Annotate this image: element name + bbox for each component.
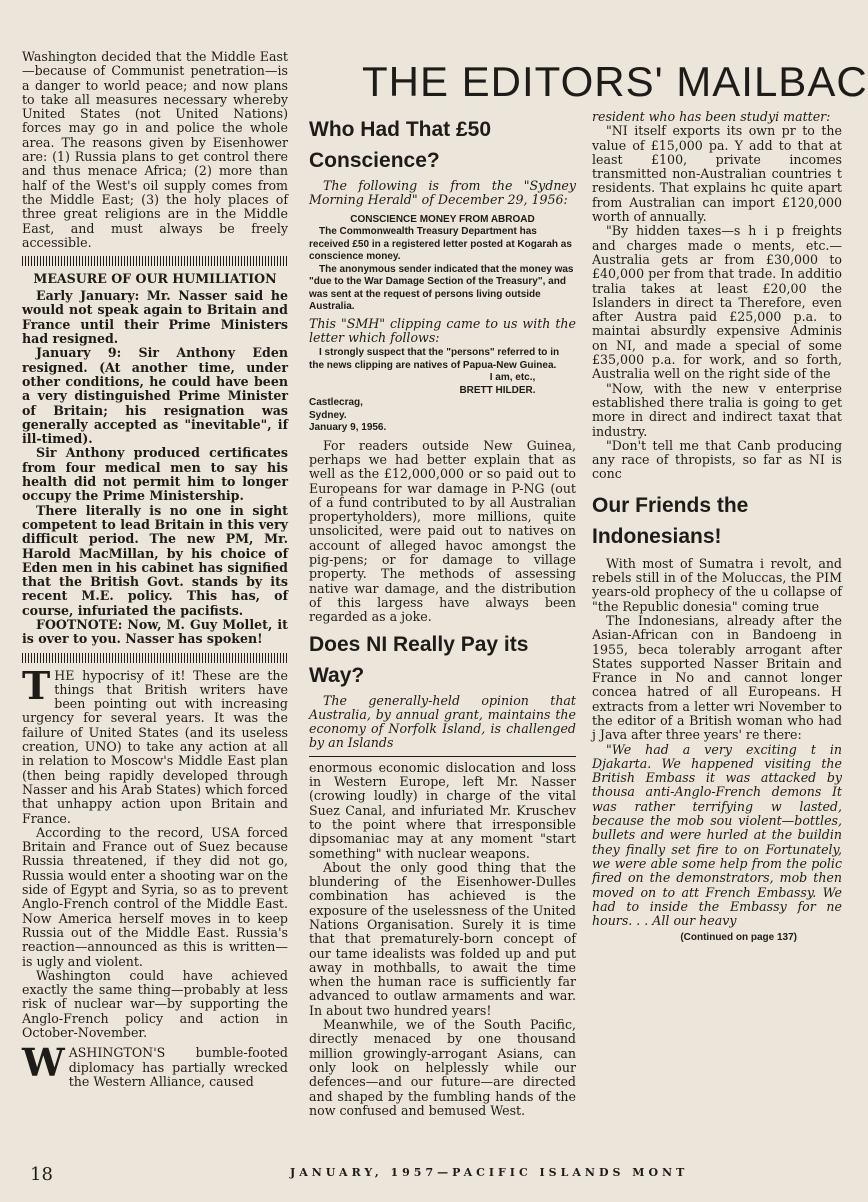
col1-paragraph: Sir Anthony produced certificates from four medical men to say his health did not permit him to longer occupy the Prime Ministership. [22,445,288,504]
col3-paragraph: The Indonesians, already after the Asian-African con in Bandoeng in 1955, beca tolerably arrogant after States supported Nasser Britain and France in No and cannot longer concea hatred of all Europeans. H extracts from a letter wri November to the editor of a British woman who had j Java after three years' re there: [592,612,842,743]
article-heading: Who Had That £50 Conscience? [309,118,492,172]
column-right [592,110,842,943]
divider-rule [22,653,288,663]
article-heading: Does NI Really Pay its Way? [309,632,529,687]
col1-paragraph: Washington could have achieved exactly the same thing—probably at less risk of nuclear war—by supporting the Anglo-French policy and action in October-November. [22,967,288,1040]
col3-paragraph: "By hidden taxes—s h i p freights and charges made o ments, etc.—Australia gets ar from £30,000 to £40,000 per from that trade. In additio tralia takes at least £20,00 the Islanders in direct ta Therefore, even after Austra paid £25,000 p.a. to maintai absurdly expensive Adminis on NI, and made a special of some £35,000 p.a. for work, and so forth, Australia well on the right side of the [592,223,842,382]
col2-paragraph: enormous economic dislocation and loss in Western Europe, left Mr. Nasser (crowing loudly) in charge of the vital Suez Canal, and infuriated Mr. Kruschev to the point where that irresponsible dipsomaniac may at any moment "start something" with nuclear weapons. [309,759,576,861]
drop-cap: W [22,1040,65,1086]
article-intro: This "SMH" clipping came to us with the letter which follows: [309,315,576,345]
drop-cap: T [22,662,51,708]
divider-line [309,756,576,757]
column-left [22,50,288,1089]
col1-paragraph [22,1040,288,1089]
section-subhead: MEASURE OF OUR HUMILIATION [33,271,277,287]
letter-signature: BRETT HILDER. [459,384,536,396]
col3-paragraph: "NI itself exports its own pr to the value of £15,000 pa. Y add to that at least £100, private incomes transmitted non-Australian countries t residents. That explains hc quite apart from Australian can import £120,000 worth of annually. [592,123,842,225]
column-right-clip [592,109,842,1160]
letter-date: January 9, 1956. [309,422,387,434]
letter-address: Sydney. [309,409,347,421]
letter-signoff: I am, etc., [489,372,536,384]
col3-paragraph: "Now, with the new v enterprise established there tralia is going to get more in direct and indirect taxat that industry. [592,380,842,439]
col2-paragraph: For readers outside New Guinea, perhaps we had better explain that as well as the £12,000,000 or so paid out to Europeans for war damage in P-NG (out of a fund contributed to by all Australian propertyholders), more millions, quite unsolicited, were paid out to natives on account of alleged havoc amongst the pig-pens; or for damage to village property. The methods of assessing native war damage, and the distribution of this largess have always been regarded as a joke. [309,437,576,625]
page-footer: JANUARY, 1957—PACIFIC ISLANDS MONT [290,1166,689,1179]
col1-paragraph: There literally is no one in sight competent to lead Britain in this very difficult period. The new PM, Mr. Harold MacMillan, by his choice of Eden men in his cabinet has signified that the British Govt. stands by its recent M.E. policy. This has, of course, infuriated the pacifists. [22,502,288,618]
letter-address: Castlecrag, [309,397,363,409]
continued-note: (Continued on page 137) [680,932,797,944]
col1-text: ASHINGTON'S bumble-footed diplomacy has partially wrecked the Western Alliance, caused [68,1045,288,1089]
letter-text: I strongly suspect that the "persons" referred to in the news clipping are natives of Papua-New Guinea. [309,347,560,371]
masthead: THE EDITORS' MAILBAC [362,58,868,105]
col1-paragraph: Early January: Mr. Nasser said he would not speak again to Britain and France until their Prime Ministers had resigned. [22,288,288,347]
column-middle [309,114,576,1118]
clipping-title: CONSCIENCE MONEY FROM ABROAD [350,213,535,225]
col1-footnote: FOOTNOTE: Now, M. Guy Mollet, it is over to you. Nasser has spoken! [22,616,288,647]
col2-paragraph: About the only good thing that the blundering of the Eisenhower-Dulles combination has achieved is the exposure of the uselessness of the United Nations Organisation. Surely it is time that that prematurely-born concept of our tame idealists was folded up and put away in mothballs, to await the time when the human race is sufficiently far advanced to outlaw armaments and war. In about two hundred years! [309,859,576,1018]
col2-paragraph: Meanwhile, we of the South Pacific, directly menaced by one thousand million growingly-arrogant Asians, can only look on helplessly while our defences—and our future—are directed and shaped by the fumbling hands of the now confused and bemused West. [309,1017,576,1118]
col1-paragraph: January 9: Sir Anthony Eden resigned. (At another time, under other conditions, he could have been a very distinguished Prime Minister of Britain; his resignation was generally accepted as "inevitable", if ill-timed). [22,345,288,447]
divider-rule [22,256,288,266]
article-intro: The following is from the "Sydney Morning Herald" of December 29, 1956: [309,178,576,208]
col1-intro: Washington decided that the Middle East—because of Communist penetration—is a danger to world peace; and now plans to take all measures necessary whereby United States (not United Nations) forces may go in and police the whole area. The reasons given by Eisenhower are: (1) Russia plans to get control there and thus menace Africa; (2) more than half of the West's oil supply comes from the Middle East; (3) the holy places of three great religions are in the Middle East, and must always be freely accessible. [22,49,288,250]
col3-intro: resident who has been studyi matter: [592,109,831,124]
col1-paragraph [22,662,288,826]
page-number: 18 [30,1164,53,1185]
clipping-paragraph: The Commonwealth Treasury Department has received £50 in a registered letter posted at Kogarah as conscience money. [309,226,572,263]
col1-paragraph: According to the record, USA forced Britain and France out of Suez because Russia threatened, if they did not go, Russia would enter a shooting war on the side of Egypt and Syria, so as to prevent Anglo-French control of the Middle East. Now America herself moves in to keep Russia out of the Middle East. Russia's reaction—announced as this is written—is ugly and violent. [22,824,288,969]
col1-text: HE hypocrisy of it! These are the things that British writers have been pointing out with increasing urgency for several years. It was the failure of United States (and its useless creation, UNO) to take any action at all in relation to Moscow's Middle East plan (then being rapidly developed through Nasser and his Arab States) which forced that unhappy action upon Britain and France. [22,667,288,826]
col3-paragraph: "Don't tell me that Canb producing any race of thropists, so far as NI is conc [592,437,842,482]
col3-quote: "We had a very exciting t in Djakarta. We happened visiting the British Embass it was attacked by thousa anti-Anglo-French demons It was rather terrifying w lasted, because the mob sou violent—bottles, bullets and were hurled at the buildin they finally set fire to on Fortunately, we were able some help from the polic fired on the demonstrators, mob then moved on to att French Embassy. We had to inside the Embassy for ne hours. . . All our heavy [592,741,842,929]
col3-paragraph: With most of Sumatra i revolt, and rebels still in of the Moluccas, the PIM years-old prophecy of the u collapse of "the Republic donesia" coming true [592,555,842,614]
article-intro: The generally-held opinion that Australia, by annual grant, maintains the economy of Norfolk Island, is challenged by an Islands [309,692,576,751]
clipping-paragraph: The anonymous sender indicated that the money was "due to the War Damage Section of the Treasury", and was sent at the request of persons living outside Australia. [309,263,574,313]
article-heading: Our Friends the Indonesians! [592,493,749,548]
